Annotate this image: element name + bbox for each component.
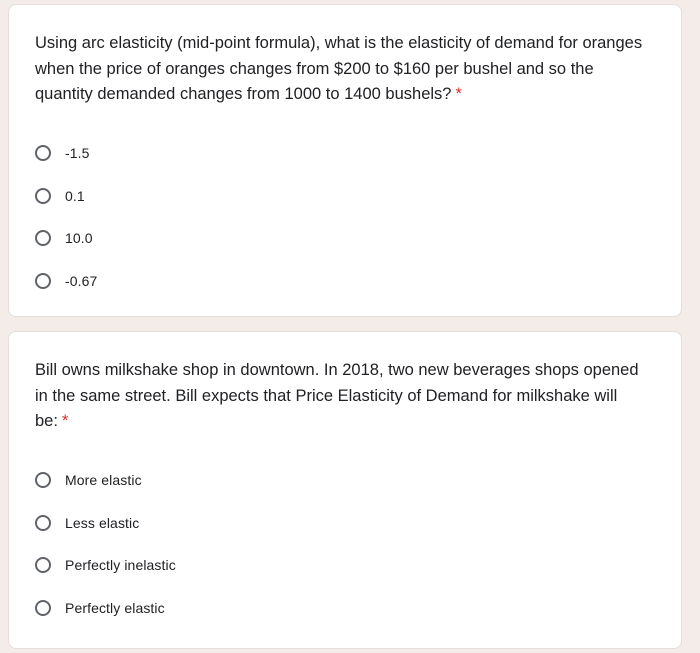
question-text-2: Bill owns milkshake shop in downtown. In 2018, two new beverages shops opened in the same street. Bill expects that Price Elasticity of Demand for milkshake will be:	[35, 361, 639, 430]
radio-button-icon[interactable]	[35, 557, 51, 573]
question-title-2	[35, 358, 655, 435]
option-label: -1.5	[65, 145, 90, 162]
options-group-2	[35, 459, 655, 629]
question-title-1	[35, 31, 655, 108]
option-label: Less elastic	[65, 514, 140, 531]
option-q2-a[interactable]	[35, 459, 655, 502]
option-q1-d[interactable]	[35, 260, 655, 303]
question-card-2	[8, 331, 682, 649]
question-card-1	[8, 4, 682, 317]
option-q2-b[interactable]	[35, 502, 655, 545]
option-label: -0.67	[65, 272, 98, 289]
option-label: 10.0	[65, 230, 93, 247]
option-q2-d[interactable]	[35, 587, 655, 630]
required-asterisk-1: *	[455, 85, 462, 103]
radio-button-icon[interactable]	[35, 145, 51, 161]
option-q1-a[interactable]	[35, 132, 655, 175]
option-q2-c[interactable]	[35, 544, 655, 587]
radio-button-icon[interactable]	[35, 230, 51, 246]
question-text-1: Using arc elasticity (mid-point formula), what is the elasticity of demand for oranges when the price of oranges changes from $200 to $160 per bushel and so the quantity demanded changes from 1000 to 1400 bushels?	[35, 34, 643, 103]
option-label: Perfectly elastic	[65, 599, 165, 616]
option-label: More elastic	[65, 472, 142, 489]
radio-button-icon[interactable]	[35, 188, 51, 204]
options-group-1	[35, 132, 655, 302]
radio-button-icon[interactable]	[35, 600, 51, 616]
radio-button-icon[interactable]	[35, 273, 51, 289]
option-label: 0.1	[65, 187, 85, 204]
option-label: Perfectly inelastic	[65, 557, 176, 574]
option-q1-c[interactable]	[35, 217, 655, 260]
required-asterisk-2: *	[61, 412, 69, 430]
radio-button-icon[interactable]	[35, 515, 51, 531]
option-q1-b[interactable]	[35, 175, 655, 218]
radio-button-icon[interactable]	[35, 472, 51, 488]
